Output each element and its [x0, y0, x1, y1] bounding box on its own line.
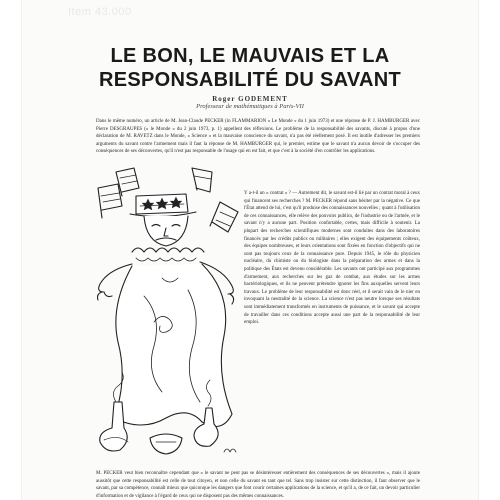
watermark: Item 43.000: [68, 6, 132, 18]
title-line-1: LE BON, LE MAUVAIS ET LA: [110, 45, 390, 67]
right-column-text: Y a-t-il un « contrat » ? — Autrement dit, le savant est-il lié par un contrat moral à ceux qui financent ses recherches ? M. PECKER répond sans hésiter par la négative. Ce que l'État attend de lui, c'est qu'il produise des connaissances nouvelles ; quant à l'utilisation de ces connaissances, elle relève des pouvoirs publics, de l'industrie ou de l'armée, et le savant n'y a aucune part. Position confortable, certes, mais difficile à soutenir. La plupart des recherches scientifiques modernes sont conduites dans des laboratoires financés par les crédits publics ou militaires ; elles exigent des équipements coûteux, des équipes nombreuses, et leurs orientations sont fixées en fonction d'objectifs qui ne sont pas toujours ceux de la connaissance pure. Depuis 1945, le rôle du physicien nucléaire, du chimiste ou du biologiste dans la préparation des armes et dans la politique des États est devenu considérable. Les savants ont participé aux programmes d'armement, aux recherches sur les gaz de combat, aux études sur les armes bactériologiques, et ils ne peuvent prétendre ignorer les fins auxquelles servent leurs travaux. Le problème de leur responsabilité est donc réel, et il serait vain de le nier en invoquant la neutralité de la science. La science n'est pas neutre lorsque ses résultats sont immédiatement transformés en instruments de puissance, et le savant qui accepte de travailler dans ces conditions accepte aussi une part de la responsabilité de leur emploi.: [244, 191, 420, 326]
article-title: [0, 44, 500, 92]
intro-paragraph: Dans le même numéro, un article de M. Jean-Claude PECKER (in FLAMMARION « Le Monde » du 1 juin 1973) et une réponse de P. J. HAMBURGER avec Pierre DESGRAUPES (« le Monde » du 2 juin 1973, p. 1) appellent des réflexions. Le problème de la responsabilité des savants, discuté à propos d'une déclaration de M. RAVETZ dans le Monde, « Science » et la mauvaise conscience du savant, n'a pas été réellement posé. Il est inutile d'adresser les premiers arguments du savant contre l'armement mais il faut la réponse de M. HAMBURGER qui, le premier, estime que le savant n'a aucun devoir de s'occuper des conséquences de ses découvertes, qu'il n'est pas responsable de l'usage qui en est fait, et que c'est à la société d'en contrôler les applications.: [96, 119, 420, 155]
author-affiliation: Professeur de mathématiques à Paris-VII: [196, 103, 304, 110]
title-line-2: RESPONSABILITÉ DU SAVANT: [98, 69, 402, 91]
bottom-paragraph: M. PECKER veut bien reconnaître cependant que « le savant ne peut pas se désintéresser entièrement des conséquences de ses découvertes », mais il ajoute aussitôt que cette responsabilité est celle de tout citoyen, et non celle du savant en tant que tel. Sans trop insister sur cette distinction, il faut observer que le savant, par sa compétence, connaît mieux que quiconque les dangers que font courir certaines applications de la science, et qu'il a, de ce fait, un devoir particulier d'information et de vigilance à l'égard de ceux qui ne disposent pas des mêmes connaissances.: [96, 471, 420, 499]
cartoon-illustration: [92, 166, 247, 470]
author-name: Roger GODEMENT: [212, 95, 288, 103]
